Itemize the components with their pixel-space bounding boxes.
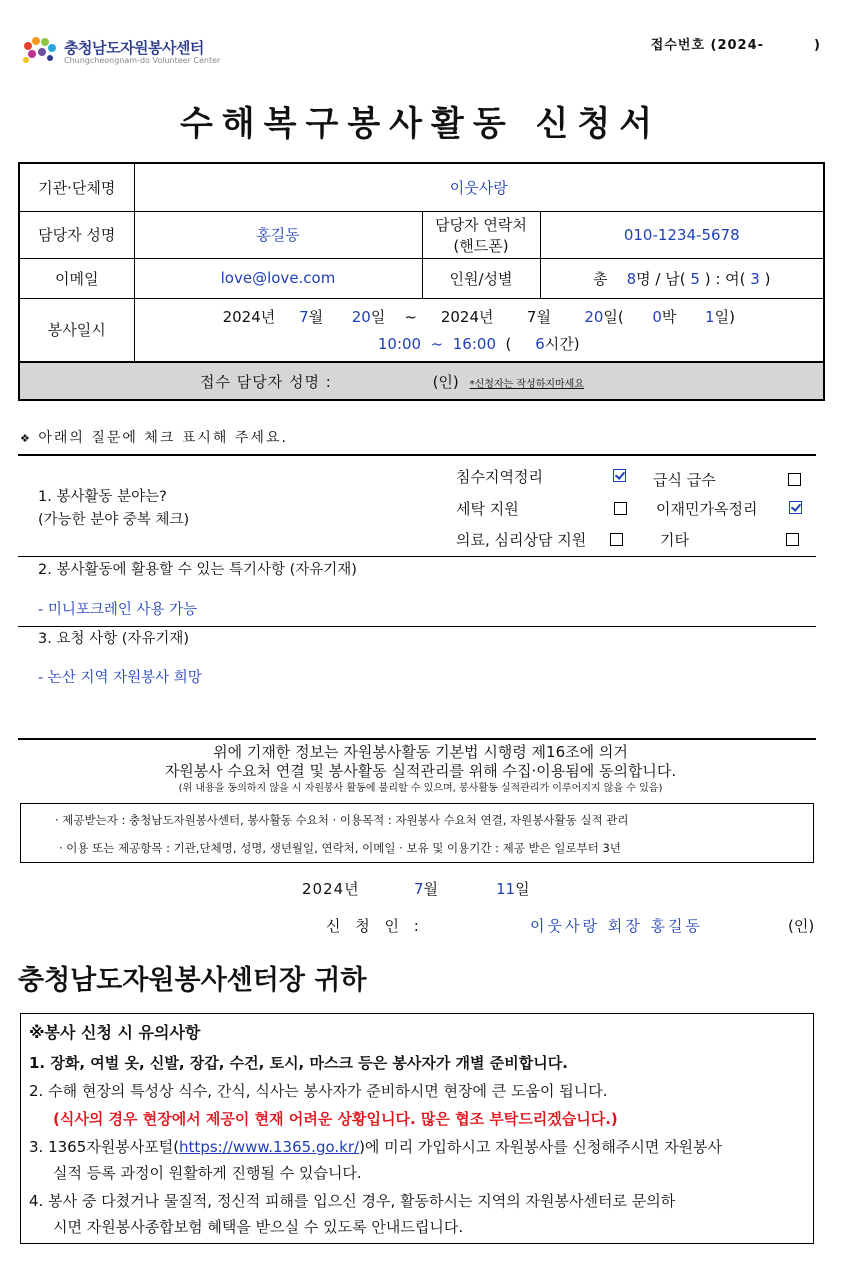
option-flood-cleanup-checkbox[interactable] [613, 469, 626, 482]
sign-year: 2024년 [302, 880, 360, 898]
note-3-cont: 실적 등록 과정이 원활하게 진행될 수 있습니다. [53, 1164, 362, 1182]
date-label: 봉사일시 [19, 298, 134, 362]
option-house-cleanup-checkbox[interactable] [789, 501, 802, 514]
q1-subtitle: (가능한 분야 중복 체크) [38, 512, 190, 528]
divider [18, 738, 816, 740]
applicant-name[interactable]: 이웃사랑 회장 홍길동 [530, 917, 703, 935]
q2-answer[interactable]: - 미니포크레인 사용 가능 [38, 602, 198, 618]
people-value[interactable]: 총 8명 / 남( 5 ) : 여( 3 ) [540, 258, 824, 298]
note-4: 4. 봉사 중 다쳤거나 물질적, 정신적 피해를 입으신 경우, 활동하시는 지역의 자원봉사센터로 문의하 [29, 1192, 676, 1210]
email-label: 이메일 [19, 258, 134, 298]
option-laundry-label: 세탁 지원 [456, 500, 519, 518]
sign-day[interactable]: 11일 [496, 880, 530, 898]
diamond-bullet-icon: ❖ [20, 432, 32, 445]
note-1: 1. 장화, 여벌 옷, 신발, 장갑, 수건, 토시, 마스크 등은 봉사자가 개별 준비합니다. [29, 1054, 568, 1072]
applicant-seal: (인) [788, 917, 815, 935]
q3-answer[interactable]: - 논산 지역 자원봉사 희망 [38, 670, 202, 686]
org-subtitle: Chungcheongnam-do Volunteer Center [64, 56, 221, 65]
page-title: 수해복구봉사활동 신청서 [179, 104, 662, 144]
consent-line-1: 위에 기재한 정보는 자원봉사활동 기본법 시행령 제16조에 의거 [213, 743, 628, 761]
people-label: 인원/성별 [422, 258, 540, 298]
manager-label: 담당자 성명 [19, 211, 134, 258]
note-2-warning: (식사의 경우 현장에서 제공이 현재 어려운 상황입니다. 많은 협조 부탁드리겠습니다.) [53, 1110, 618, 1128]
option-meal-checkbox[interactable] [788, 473, 801, 486]
option-other-label: 기타 [660, 531, 689, 549]
option-laundry-checkbox[interactable] [614, 502, 627, 515]
note-4-cont: 시면 자원봉사종합보험 혜택을 받으실 수 있도록 안내드립니다. [53, 1218, 464, 1236]
q3-title: 3. 요청 사항 (자유기재) [38, 631, 190, 647]
divider [18, 454, 816, 456]
contact-label: 담당자 연락처 (핸드폰) [422, 211, 540, 258]
org-name: 충청남도자원봉사센터 [64, 39, 204, 57]
note-2: 2. 수해 현장의 특성상 식수, 간식, 식사는 봉사자가 준비하시면 현장에 큰 도움이 됩니다. [29, 1082, 608, 1100]
option-flood-cleanup-label: 침수지역정리 [456, 468, 543, 486]
volunteer-logo-icon [20, 34, 60, 68]
instruction: ❖ 아래의 질문에 체크 표시해 주세요. [20, 430, 288, 446]
portal-link[interactable]: https://www.1365.go.kr/ [179, 1138, 360, 1156]
applicant-label: 신 청 인 : [326, 917, 424, 935]
q2-title: 2. 봉사활동에 활용할 수 있는 특기사항 (자유기재) [38, 562, 357, 578]
consent-note: (위 내용을 동의하지 않을 시 자원봉사 활동에 불리할 수 있으며, 봉사활동 실적관리가 이루어지지 않을 수 있음) [178, 783, 663, 794]
sign-month[interactable]: 7월 [414, 880, 439, 898]
option-medical-label: 의료, 심리상담 지원 [456, 531, 587, 549]
notes-box [20, 1013, 814, 1244]
date-value[interactable]: 2024년 7월 20일 ~ 2024년 7월 20일( 0박 1일) 10:00 ~ 16:00 ( 6시간) [134, 298, 824, 362]
note-3: 3. 1365자원봉사포털(https://www.1365.go.kr/)에 미리 가입하시고 자원봉사를 신청해주시면 자원봉사 [29, 1138, 723, 1156]
applicant-info-table [18, 162, 825, 401]
consent-detail-2: · 이용 또는 제공항목 : 기관,단체명, 성명, 생년월일, 연락처, 이메일 · 보유 및 이용기간 : 제공 받은 일로부터 3년 [59, 841, 621, 855]
addressee: 충청남도자원봉사센터장 귀하 [18, 965, 367, 996]
notes-title: ※봉사 신청 시 유의사항 [29, 1023, 201, 1042]
option-meal-label: 급식 급수 [653, 471, 716, 489]
option-house-cleanup-label: 이재민가옥정리 [656, 500, 758, 518]
receipt-number: 접수번호 (2024- ) [650, 38, 821, 53]
receiver-row: 접수 담당자 성명 : (인) *신청자는 작성하지마세요 [19, 362, 824, 400]
consent-details-box [20, 803, 814, 863]
consent-detail-1: · 제공받는자 : 충청남도자원봉사센터, 봉사활동 수요처 · 이용목적 : 자원봉사 수요처 연결, 자원봉사활동 실적 관리 [55, 813, 629, 827]
org-value[interactable]: 이웃사랑 [134, 163, 824, 211]
manager-value[interactable]: 홍길동 [134, 211, 422, 258]
email-value[interactable]: love@love.com [134, 258, 422, 298]
contact-value[interactable]: 010-1234-5678 [540, 211, 824, 258]
center-logo [20, 34, 250, 74]
divider [18, 556, 816, 557]
option-other-checkbox[interactable] [786, 533, 799, 546]
org-label: 기관·단체명 [19, 163, 134, 211]
q1-title: 1. 봉사활동 분야는? [38, 489, 167, 505]
consent-line-2: 자원봉사 수요처 연결 및 봉사활동 실적관리를 위해 수집·이용됨에 동의합니다. [164, 762, 677, 780]
option-medical-checkbox[interactable] [610, 533, 623, 546]
